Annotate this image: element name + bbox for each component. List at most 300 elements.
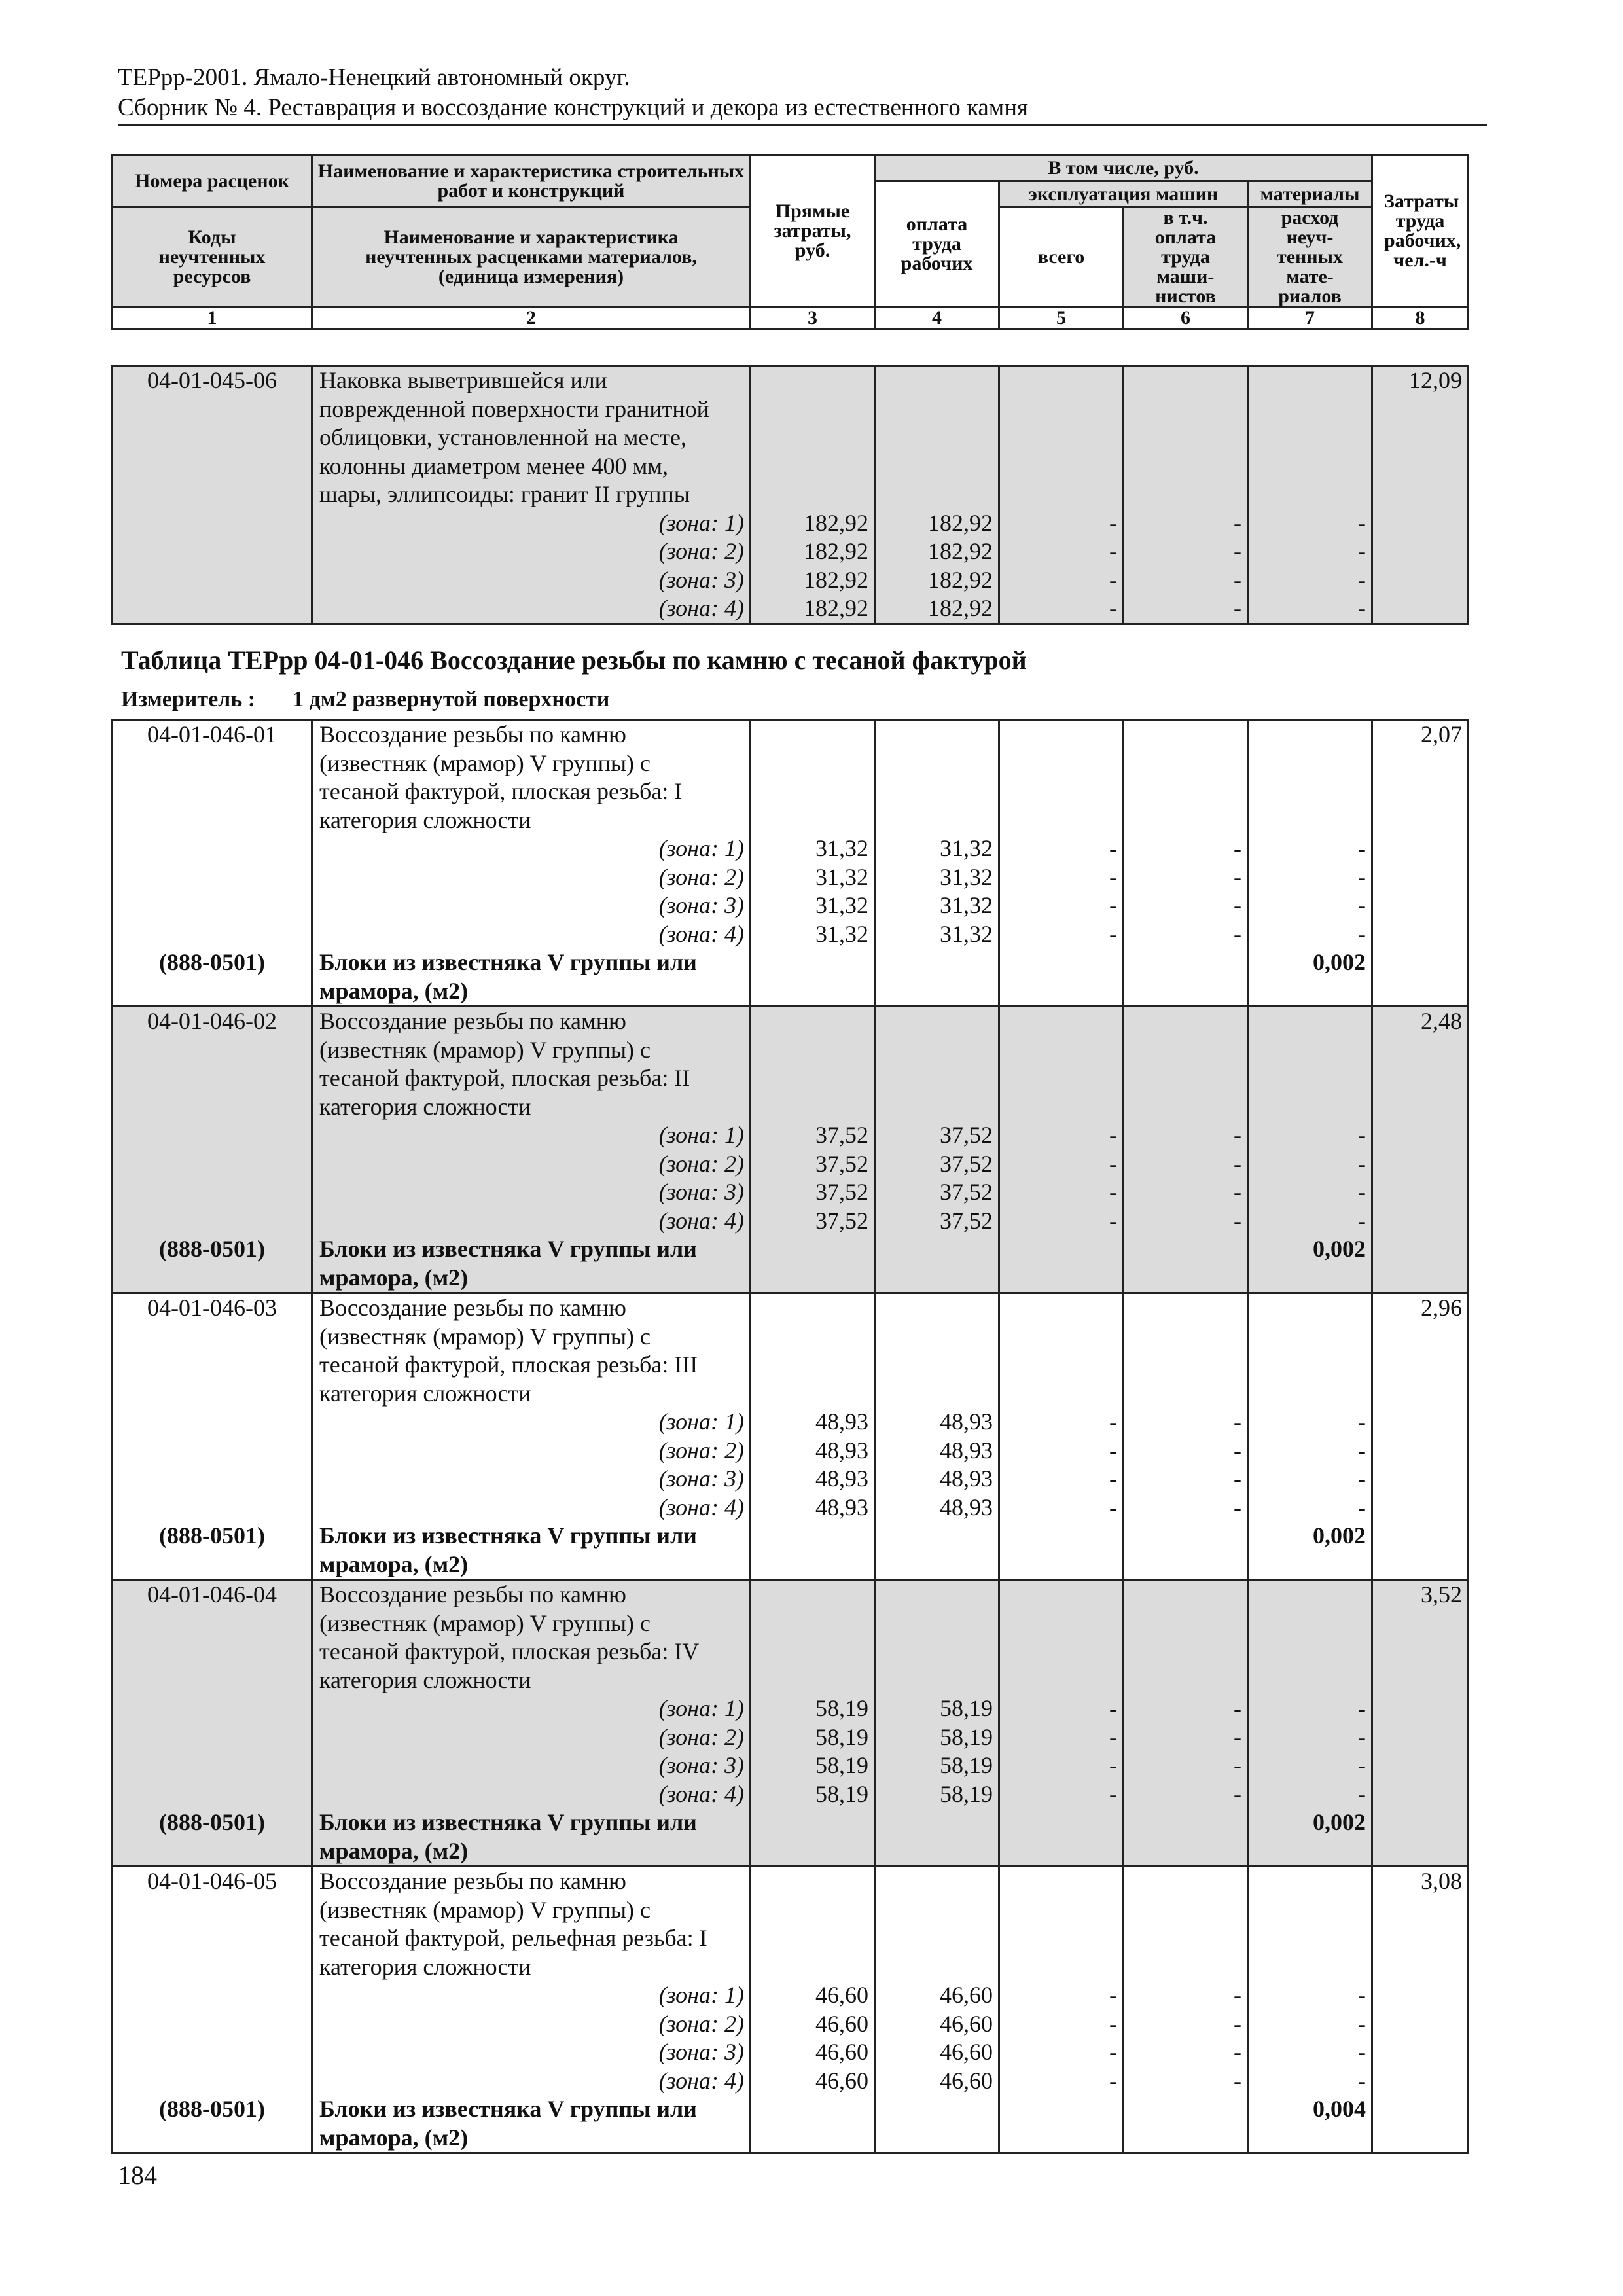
- wage-cost: 58,19: [875, 1723, 999, 1752]
- table-cell: [1248, 1264, 1372, 1293]
- table-cell: [999, 1924, 1124, 1953]
- table-cell: [1124, 778, 1248, 806]
- work-name-line: категория сложности: [312, 1953, 751, 1982]
- table-cell: [113, 806, 312, 835]
- machine-wage-cost: -: [1124, 509, 1248, 538]
- col-number: 7: [1248, 308, 1372, 329]
- table-cell: [113, 452, 312, 481]
- table-cell: [1248, 1007, 1372, 1036]
- table-cell: [1372, 1723, 1469, 1752]
- table-cell: [1372, 1264, 1469, 1293]
- table-row: [113, 1551, 1469, 1580]
- table-cell: [113, 1465, 312, 1494]
- resource-quantity: 0,002: [1248, 948, 1372, 977]
- table-cell: [751, 1867, 875, 1896]
- table-cell: [1372, 920, 1469, 949]
- table-row: [113, 1437, 1469, 1465]
- table-cell: [1372, 509, 1469, 538]
- table-cell: [1372, 1465, 1469, 1494]
- material-cost: -: [1248, 509, 1372, 538]
- table-cell: [1248, 480, 1372, 509]
- table-cell: [999, 1323, 1124, 1352]
- header-c5: всего: [999, 207, 1124, 308]
- header-c8-label: Затраты труда рабочих, чел.-ч: [1384, 190, 1461, 271]
- table-cell: [113, 1351, 312, 1380]
- table-cell: [875, 395, 999, 424]
- machine-cost: -: [999, 1981, 1124, 2010]
- table-cell: [751, 480, 875, 509]
- running-header: [118, 63, 1486, 123]
- table-row: [113, 1924, 1469, 1953]
- table-cell: [875, 2124, 999, 2153]
- wage-cost: 58,19: [875, 1780, 999, 1809]
- machine-wage-cost: -: [1124, 594, 1248, 624]
- table-cell: [1372, 594, 1469, 624]
- machine-cost: -: [999, 1751, 1124, 1780]
- table-cell: [875, 1953, 999, 1982]
- table-cell: [113, 537, 312, 566]
- machine-cost: -: [999, 537, 1124, 566]
- table-cell: [1248, 720, 1372, 749]
- table-row: [113, 948, 1469, 977]
- wage-cost: 37,52: [875, 1178, 999, 1207]
- table-row: [113, 1638, 1469, 1666]
- table-cell: [751, 1036, 875, 1065]
- table-row: [113, 1723, 1469, 1752]
- table-cell: [1372, 566, 1469, 595]
- resource-quantity: 0,004: [1248, 2095, 1372, 2124]
- table-cell: [1372, 1380, 1469, 1408]
- machine-wage-cost: -: [1124, 834, 1248, 863]
- material-cost: -: [1248, 1150, 1372, 1179]
- rate-code: 04-01-046-05: [113, 1867, 312, 1896]
- table-cell: [999, 2124, 1124, 2153]
- wage-cost: 31,32: [875, 834, 999, 863]
- table-cell: [1124, 806, 1248, 835]
- material-cost: -: [1248, 1207, 1372, 1236]
- table-cell: [1124, 1380, 1248, 1408]
- direct-cost: 58,19: [751, 1751, 875, 1780]
- table-row: [113, 1609, 1469, 1638]
- table-cell: [1372, 1924, 1469, 1953]
- table-cell: [875, 1837, 999, 1867]
- work-name-line: шары, эллипсоиды: гранит II группы: [312, 480, 751, 509]
- header-c4: [875, 181, 999, 308]
- material-cost: -: [1248, 566, 1372, 595]
- wage-cost: 46,60: [875, 2067, 999, 2096]
- wage-cost: 31,32: [875, 891, 999, 920]
- wage-cost: 182,92: [875, 537, 999, 566]
- table-cell: [1372, 1953, 1469, 1982]
- table-cell: [751, 1580, 875, 1609]
- table-cell: [1372, 1896, 1469, 1925]
- work-name-line: категория сложности: [312, 1666, 751, 1695]
- table-cell: [1248, 423, 1372, 452]
- resource-quantity: 0,002: [1248, 1808, 1372, 1837]
- table-row: [113, 1178, 1469, 1207]
- table-cell: [1248, 1953, 1372, 1982]
- table-cell: [751, 1896, 875, 1925]
- machine-cost: -: [999, 1465, 1124, 1494]
- wage-cost: 37,52: [875, 1207, 999, 1236]
- table-cell: [113, 1723, 312, 1752]
- wage-cost: 31,32: [875, 920, 999, 949]
- table-cell: [875, 1896, 999, 1925]
- table-row: [113, 1465, 1469, 1494]
- table-cell: [875, 423, 999, 452]
- table-cell: [875, 1293, 999, 1323]
- header-materials: материалы: [1248, 181, 1372, 207]
- table-row: [113, 1121, 1469, 1150]
- col-number: 2: [312, 308, 751, 329]
- machine-cost: -: [999, 1150, 1124, 1179]
- zone-label: (зона: 2): [312, 1437, 751, 1465]
- table-cell: [1372, 423, 1469, 452]
- table-cell: [875, 452, 999, 481]
- table-cell: [999, 806, 1124, 835]
- machine-cost: -: [999, 1437, 1124, 1465]
- table-row: [113, 1351, 1469, 1380]
- table-row: [113, 720, 1469, 749]
- table-cell: [999, 1896, 1124, 1925]
- table-cell: [751, 366, 875, 395]
- zone-label: (зона: 3): [312, 1751, 751, 1780]
- table-cell: [113, 1494, 312, 1522]
- machine-wage-cost: -: [1124, 920, 1248, 949]
- header-c1-bottom-label: Коды неучтенных ресурсов: [158, 226, 266, 287]
- table-cell: [113, 1323, 312, 1352]
- table-cell: [1372, 948, 1469, 977]
- machine-wage-cost: -: [1124, 1207, 1248, 1236]
- table-cell: [1248, 1924, 1372, 1953]
- table-cell: [1248, 1666, 1372, 1695]
- table-row: [113, 2038, 1469, 2067]
- table-row: [113, 1896, 1469, 1925]
- table-cell: [751, 1609, 875, 1638]
- table-row: [113, 566, 1469, 595]
- table-cell: [113, 920, 312, 949]
- table-cell: [875, 2095, 999, 2124]
- table-cell: [1372, 863, 1469, 892]
- work-name-line: (известняк (мрамор) V группы) с: [312, 1609, 751, 1638]
- table-cell: [751, 749, 875, 778]
- material-cost: -: [1248, 594, 1372, 624]
- wage-cost: 182,92: [875, 509, 999, 538]
- table-cell: [875, 1609, 999, 1638]
- resource-name-line: Блоки из известняка V группы или: [312, 1522, 751, 1551]
- machine-cost: -: [999, 1178, 1124, 1207]
- table-cell: [999, 1580, 1124, 1609]
- direct-cost: 31,32: [751, 863, 875, 892]
- table-cell: [1248, 1093, 1372, 1122]
- zone-label: (зона: 4): [312, 594, 751, 624]
- table-cell: [1248, 1609, 1372, 1638]
- table-cell: [113, 1837, 312, 1867]
- header-c7-label: расход неуч-тенных мате-риалов: [1276, 207, 1344, 307]
- table-cell: [1124, 977, 1248, 1007]
- table-cell: [875, 1007, 999, 1036]
- table-cell: [113, 1121, 312, 1150]
- header-c3-label: Прямые затраты, руб.: [774, 200, 851, 261]
- labor-cost: 12,09: [1372, 366, 1469, 395]
- table-cell: [751, 395, 875, 424]
- table-cell: [1372, 395, 1469, 424]
- material-cost: -: [1248, 1408, 1372, 1437]
- zone-label: (зона: 3): [312, 891, 751, 920]
- machine-cost: -: [999, 834, 1124, 863]
- machine-cost: -: [999, 594, 1124, 624]
- rate-code: 04-01-046-04: [113, 1580, 312, 1609]
- table-cell: [999, 1837, 1124, 1867]
- table-cell: [751, 2095, 875, 2124]
- zone-label: (зона: 2): [312, 1150, 751, 1179]
- table-cell: [1124, 1924, 1248, 1953]
- table-cell: [875, 480, 999, 509]
- material-cost: -: [1248, 1751, 1372, 1780]
- table-cell: [113, 1666, 312, 1695]
- work-name-line: Воссоздание резьбы по камню: [312, 1580, 751, 1609]
- zone-label: (зона: 3): [312, 566, 751, 595]
- table-cell: [113, 1609, 312, 1638]
- table-row: [113, 1380, 1469, 1408]
- col-number: 8: [1372, 308, 1469, 329]
- table-cell: [1248, 1351, 1372, 1380]
- col-number: 1: [113, 308, 312, 329]
- table-cell: [113, 1751, 312, 1780]
- material-cost: -: [1248, 1695, 1372, 1723]
- wage-cost: 58,19: [875, 1695, 999, 1723]
- material-cost: -: [1248, 1437, 1372, 1465]
- table-row: [113, 1837, 1469, 1867]
- direct-cost: 182,92: [751, 594, 875, 624]
- table-cell: [999, 366, 1124, 395]
- table-cell: [1124, 1867, 1248, 1896]
- table-cell: [113, 891, 312, 920]
- measure-line: [121, 687, 609, 712]
- work-name-line: (известняк (мрамор) V группы) с: [312, 749, 751, 778]
- table-cell: [113, 1638, 312, 1666]
- table-cell: [875, 1380, 999, 1408]
- col-number: 5: [999, 308, 1124, 329]
- table-row: [113, 1064, 1469, 1093]
- table-cell: [113, 1924, 312, 1953]
- table-cell: [1372, 1666, 1469, 1695]
- resource-name-line: мрамора, (м2): [312, 1264, 751, 1293]
- table-cell: [999, 720, 1124, 749]
- table-cell: [875, 1666, 999, 1695]
- machine-cost: -: [999, 1494, 1124, 1522]
- direct-cost: 48,93: [751, 1494, 875, 1522]
- table-cell: [999, 1551, 1124, 1580]
- table-cell: [875, 1522, 999, 1551]
- wage-cost: 48,93: [875, 1465, 999, 1494]
- table-cell: [1372, 1981, 1469, 2010]
- header-c1-top: Номера расценок: [113, 155, 312, 207]
- resource-code: (888-0501): [113, 2095, 312, 2124]
- table-row: [113, 1235, 1469, 1264]
- table-cell: [1248, 1896, 1372, 1925]
- machine-wage-cost: -: [1124, 1437, 1248, 1465]
- table-cell: [999, 778, 1124, 806]
- labor-cost: 3,08: [1372, 1867, 1469, 1896]
- table-cell: [1372, 1695, 1469, 1723]
- work-name-line: тесаной фактурой, плоская резьба: I: [312, 778, 751, 806]
- table-cell: [875, 749, 999, 778]
- table-row: [113, 1695, 1469, 1723]
- table-cell: [1372, 2067, 1469, 2096]
- material-cost: -: [1248, 834, 1372, 863]
- resource-quantity: 0,002: [1248, 1522, 1372, 1551]
- table-row: [113, 1408, 1469, 1437]
- material-cost: -: [1248, 1780, 1372, 1809]
- work-name-line: тесаной фактурой, плоская резьба: III: [312, 1351, 751, 1380]
- table-cell: [113, 977, 312, 1007]
- material-cost: -: [1248, 2067, 1372, 2096]
- table-cell: [1124, 1235, 1248, 1264]
- zone-label: (зона: 4): [312, 920, 751, 949]
- resource-code: (888-0501): [113, 1808, 312, 1837]
- table-cell: [113, 1896, 312, 1925]
- table-row: [113, 1580, 1469, 1609]
- table-cell: [751, 1522, 875, 1551]
- work-name-line: категория сложности: [312, 806, 751, 835]
- table-row: [113, 395, 1469, 424]
- rate-code: 04-01-046-02: [113, 1007, 312, 1036]
- rates-table: [111, 719, 1469, 2154]
- table-cell: [1124, 1522, 1248, 1551]
- table-cell: [751, 720, 875, 749]
- table-row: [113, 1007, 1469, 1036]
- table-cell: [113, 1207, 312, 1236]
- table-cell: [999, 1666, 1124, 1695]
- wage-cost: 182,92: [875, 594, 999, 624]
- machine-wage-cost: -: [1124, 1150, 1248, 1179]
- table-row: [113, 778, 1469, 806]
- machine-wage-cost: -: [1124, 1981, 1248, 2010]
- table-row: [113, 1981, 1469, 2010]
- table-row: [113, 2010, 1469, 2039]
- table-cell: [113, 509, 312, 538]
- table-cell: [1372, 1751, 1469, 1780]
- resource-name-line: мрамора, (м2): [312, 2124, 751, 2153]
- direct-cost: 182,92: [751, 537, 875, 566]
- work-name-line: Воссоздание резьбы по камню: [312, 720, 751, 749]
- table-cell: [1124, 1896, 1248, 1925]
- table-cell: [999, 1522, 1124, 1551]
- page-number: 184: [118, 2161, 157, 2190]
- table-cell: [1372, 1093, 1469, 1122]
- table-cell: [1124, 1036, 1248, 1065]
- zone-label: (зона: 3): [312, 1178, 751, 1207]
- table-cell: [1372, 1522, 1469, 1551]
- table-cell: [751, 778, 875, 806]
- direct-cost: 46,60: [751, 2010, 875, 2039]
- table-row: [113, 366, 1469, 395]
- table-cell: [1248, 1867, 1372, 1896]
- table-row: [113, 1522, 1469, 1551]
- labor-cost: 2,07: [1372, 720, 1469, 749]
- table-cell: [751, 452, 875, 481]
- zone-label: (зона: 1): [312, 834, 751, 863]
- table-cell: [1248, 806, 1372, 835]
- rate-code: 04-01-046-03: [113, 1293, 312, 1323]
- zone-label: (зона: 2): [312, 1723, 751, 1752]
- table-cell: [875, 1924, 999, 1953]
- table-cell: [113, 749, 312, 778]
- table-row: [113, 891, 1469, 920]
- table-cell: [1372, 806, 1469, 835]
- table-row: [113, 806, 1469, 835]
- table-row: [113, 1494, 1469, 1522]
- table-cell: [751, 1351, 875, 1380]
- table-row: [113, 1150, 1469, 1179]
- table-cell: [1372, 1150, 1469, 1179]
- table-cell: [1124, 1093, 1248, 1122]
- material-cost: -: [1248, 2038, 1372, 2067]
- table-cell: [875, 806, 999, 835]
- table-cell: [1124, 1064, 1248, 1093]
- table-row: [113, 863, 1469, 892]
- zone-label: (зона: 3): [312, 1465, 751, 1494]
- direct-cost: 182,92: [751, 509, 875, 538]
- table-cell: [1124, 749, 1248, 778]
- machine-cost: -: [999, 863, 1124, 892]
- table-cell: [875, 720, 999, 749]
- table-row: [113, 1207, 1469, 1236]
- material-cost: -: [1248, 1494, 1372, 1522]
- zone-label: (зона: 1): [312, 1408, 751, 1437]
- direct-cost: 48,93: [751, 1465, 875, 1494]
- machine-wage-cost: -: [1124, 566, 1248, 595]
- table-cell: [1372, 749, 1469, 778]
- header-c7: [1248, 207, 1372, 308]
- direct-cost: 46,60: [751, 1981, 875, 2010]
- wage-cost: 182,92: [875, 566, 999, 595]
- table-cell: [999, 1638, 1124, 1666]
- table-cell: [751, 1808, 875, 1837]
- resource-quantity: 0,002: [1248, 1235, 1372, 1264]
- table-cell: [999, 1609, 1124, 1638]
- material-cost: -: [1248, 863, 1372, 892]
- wage-cost: 37,52: [875, 1150, 999, 1179]
- table-cell: [1248, 1323, 1372, 1352]
- work-name-line: (известняк (мрамор) V группы) с: [312, 1036, 751, 1065]
- direct-cost: 46,60: [751, 2067, 875, 2096]
- table-row: [113, 537, 1469, 566]
- table-cell: [751, 1064, 875, 1093]
- header-c2-bottom-label: Наименование и характеристика неучтенных расценками материалов, (единица измерения): [365, 226, 697, 287]
- table-row: [113, 749, 1469, 778]
- table-cell: [1248, 2124, 1372, 2153]
- table-cell: [999, 1036, 1124, 1065]
- table-cell: [999, 1953, 1124, 1982]
- table-cell: [113, 1981, 312, 2010]
- table-cell: [113, 480, 312, 509]
- table-cell: [751, 1264, 875, 1293]
- table-cell: [1372, 1808, 1469, 1837]
- resource-name-line: Блоки из известняка V группы или: [312, 1808, 751, 1837]
- zone-label: (зона: 2): [312, 2010, 751, 2039]
- table-cell: [751, 1235, 875, 1264]
- wage-cost: 46,60: [875, 1981, 999, 2010]
- machine-cost: -: [999, 1408, 1124, 1437]
- zone-label: (зона: 1): [312, 509, 751, 538]
- machine-wage-cost: -: [1124, 1780, 1248, 1809]
- header-rule: [118, 124, 1487, 126]
- work-name-line: Наковка выветрившейся или: [312, 366, 751, 395]
- measure-value: 1 дм2 развернутой поверхности: [293, 687, 610, 711]
- table-cell: [1124, 1551, 1248, 1580]
